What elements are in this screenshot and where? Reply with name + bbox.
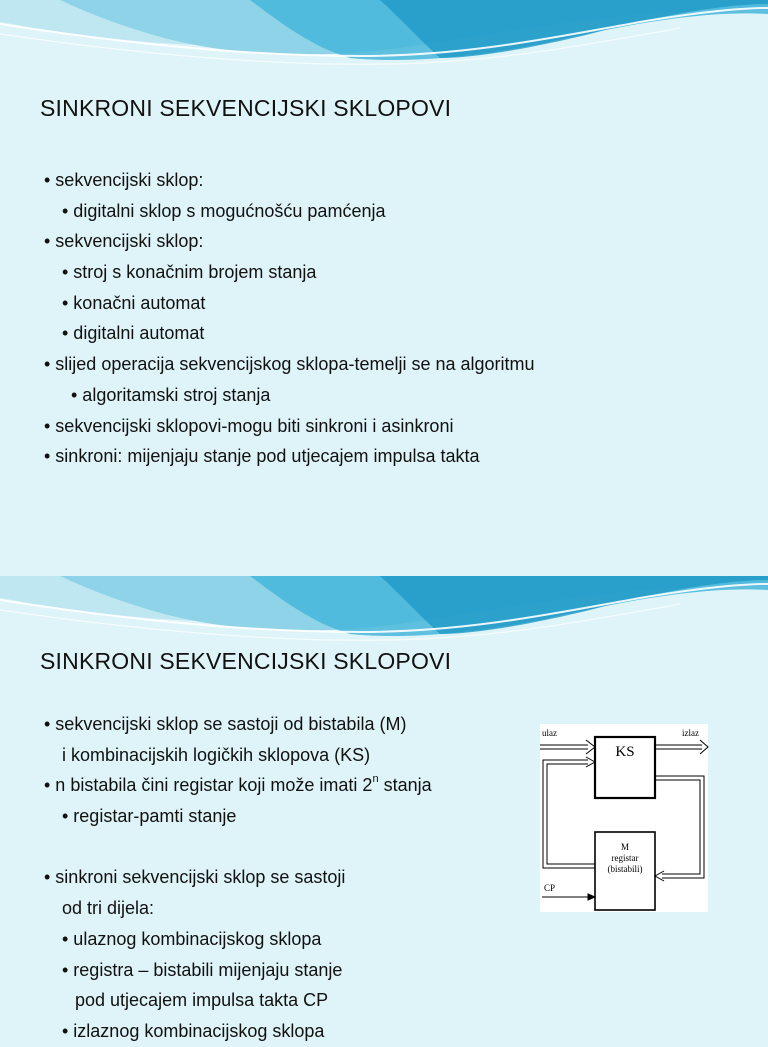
register-label-m: M: [620, 842, 630, 852]
list-item: • registra – bistabili mijenjaju stanje: [62, 959, 343, 980]
list-item: • registar-pamti stanje: [62, 806, 237, 827]
list-item: • sinkroni sekvencijski sklop se sastoji: [44, 867, 346, 888]
list-item: • slijed operacija sekvencijskog sklopa-temelji se na algoritmu: [44, 354, 535, 375]
list-item: [44, 770, 432, 801]
list-item: • izlaznog kombinacijskog sklopa: [62, 1020, 325, 1041]
list-item: • ulaznog kombinacijskog sklopa: [62, 928, 322, 949]
register-label-bistabili: (bistabili): [607, 864, 643, 874]
list-item-text: stanja: [378, 775, 432, 796]
list-item: • algoritamski stroj stanja: [71, 384, 271, 405]
list-item: pod utjecajem impulsa takta CP: [75, 990, 329, 1011]
list-item: • sekvencijski sklop:: [44, 170, 204, 190]
list-item: i kombinacijskih logičkih sklopova (KS): [62, 744, 371, 765]
wave-header-decoration: [0, 576, 768, 652]
slide-2-title: SINKRONI SEKVENCIJSKI SKLOPOVI: [40, 648, 452, 674]
list-item: • sekvencijski sklop se sastoji od bistabila (M): [44, 714, 407, 734]
superscript-n: n: [372, 773, 379, 786]
slide-2-bullet-list: [44, 709, 432, 1047]
list-item: • konačni automat: [62, 292, 206, 313]
clock-label: CP: [544, 883, 556, 893]
list-item: • sekvencijski sklopovi-mogu biti sinkroni i asinkroni: [44, 415, 454, 436]
list-spacer: [44, 832, 432, 863]
list-item-text: • n bistabila čini registar koji može imati 2: [44, 775, 373, 796]
input-label: ulaz: [542, 728, 557, 738]
list-item: • sinkroni: mijenjaju stanje pod utjecajem impulsa takta: [44, 446, 480, 467]
list-item: • sekvencijski sklop:: [44, 231, 204, 252]
ks-label: KS: [615, 744, 635, 760]
list-item: • stroj s konačnim brojem stanja: [62, 262, 317, 283]
list-item: od tri dijela:: [62, 898, 155, 919]
wave-header-decoration: [0, 0, 768, 76]
slide-1-bullet-list: [44, 165, 535, 472]
list-item: • digitalni automat: [62, 323, 205, 344]
sequential-circuit-diagram: [540, 724, 708, 912]
list-item: • digitalni sklop s mogućnošću pamćenja: [62, 200, 386, 221]
slide-1-title: SINKRONI SEKVENCIJSKI SKLOPOVI: [40, 95, 452, 121]
slide-2: [0, 576, 768, 1041]
register-label: registar: [611, 853, 639, 863]
output-label: izlaz: [682, 728, 699, 738]
